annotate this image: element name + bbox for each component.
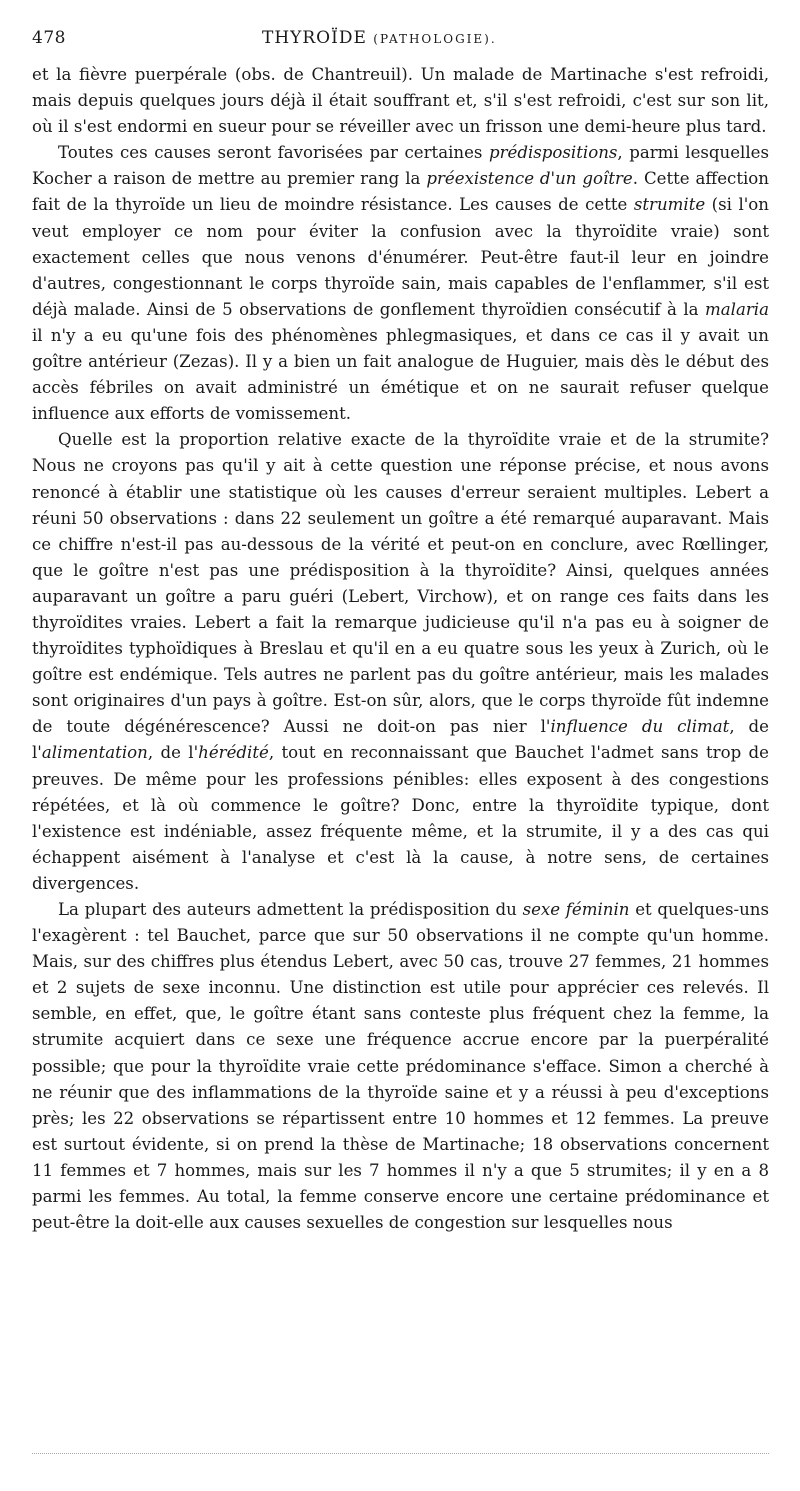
text-run: . Cette affection fait de la thyroïde un lieu de moindre résistance. Les causes de cette <box>32 169 769 215</box>
text-run: , parmi lesquelles Kocher a raison de mettre au premier rang la <box>32 143 769 189</box>
text-run: Quelle est la proportion relative exacte de la thyroïdite vraie et de la strumite? Nous ne croyons pas qu'il y ait à cette question une réponse précise, et nous avons renoncé à établir une statistique où les causes d'erreur seraient multiples. Lebert a réuni 50 observations : dans 22 seulement un goître a été remarqué auparavant. Mais ce chiffre n'est-il pas au-dessous de la vérité et peut-on en conclure, avec Rœllinger, que le goître n'est pas une prédisposition à la thyroïdite? Ainsi, quelques années auparavant un goître a paru guéri (Lebert, Virchow), et on range ces faits dans les thyroïdites vraies. Lebert a fait la remarque judicieuse qu'il n'a pas eu à soigner de thyroïdites typhoïdiques à Breslau et qu'il en a eu quatre sous les yeux à Zurich, où le goître est endémique. Tels autres ne parlent pas du goître antérieur, mais les malades sont originaires d'un pays à goître. Est-on sûr, alors, que le corps thyroïde fût indemne de toute dégénérescence? Aussi ne doit-on pas nier l' <box>32 430 769 737</box>
italic-text: influence du climat <box>550 717 730 737</box>
italic-text: alimentation <box>41 743 148 763</box>
text-run: (si l'on veut employer ce nom pour éviter la confusion avec la thyroïdite vraie) sont exactement celles que nous venons d'énumérer. Peut-être faut-il leur en joindre d'autres, congestionnant le corps thyroïde sain, mais capables de l'enflammer, s'il est déjà malade. Ainsi de 5 observations de gonflement thyroïdien consécutif à la <box>32 195 769 319</box>
running-head-subtitle: (PATHOLOGIE). <box>373 32 497 46</box>
italic-text: sexe féminin <box>522 900 630 919</box>
paragraph <box>32 140 769 427</box>
italic-text: strumite <box>633 195 706 215</box>
running-head <box>262 28 497 48</box>
italic-text: préexistence d'un goître <box>426 169 633 189</box>
footer-rule <box>32 1453 769 1454</box>
italic-text: malaria <box>705 299 769 319</box>
page-number: 478 <box>32 28 66 48</box>
text-run: il n'y a eu qu'une fois des phénomènes phlegmasiques, et dans ce cas il y avait un goître antérieur (Zezas). Il y a bien un fait analogue de Huguier, mais dès le début des accès fébriles on avait administré un émétique et on ne saurait refuser quelque influence aux efforts de vomissement. <box>32 325 769 424</box>
text-run: , de l' <box>32 717 769 763</box>
italic-text: prédispositions <box>488 143 618 163</box>
paragraph <box>32 427 769 897</box>
paragraph <box>32 897 769 1236</box>
text-run: et la fièvre puerpérale (obs. de Chantreuil). Un malade de Martinache s'est refroidi, mais depuis quelques jours déjà il était souffrant et, s'il s'est refroidi, c'est sur son lit, où il s'est endormi en sueur pour se réveiller avec un frisson une demi-heure plus tard. <box>32 65 769 137</box>
body-text <box>32 62 769 1236</box>
page-header <box>32 28 769 58</box>
text-run: , tout en reconnaissant que Bauchet l'admet sans trop de preuves. De même pour les professions pénibles: elles exposent à des congestions répétées, et là où commence le goître? Donc, entre la thyroïdite typique, dont l'existence est indéniable, assez fréquente même, et la strumite, il y a des cas qui échappent aisément à l'analyse et c'est là la cause, à notre sens, de certaines divergences. <box>32 743 770 893</box>
running-head-title: THYROÏDE <box>262 28 367 48</box>
text-run: La plupart des auteurs admettent la prédisposition du <box>58 900 523 919</box>
text-run: Toutes ces causes seront favorisées par certaines <box>58 143 489 163</box>
italic-text: hérédité <box>198 743 269 763</box>
text-run: , de l' <box>147 743 199 763</box>
book-page <box>32 28 769 1236</box>
paragraph <box>32 62 769 140</box>
text-run: et quelques-uns l'exagèrent : tel Bauchet, parce que sur 50 observations il ne compte qu'un homme. Mais, sur des chiffres plus étendus Lebert, avec 50 cas, trouve 27 femmes, 21 hommes et 2 sujets de sexe inconnu. Une distinction est utile pour apprécier ces relevés. Il semble, en effet, que, le goître étant sans conteste plus fréquent chez la femme, la strumite acquiert dans ce sexe une fréquence accrue encore par la puerpéralité possible; que pour la thyroïdite vraie cette prédominance s'efface. Simon a cherché à ne réunir que des inflammations de la thyroïde saine et y a réussi à peu d'exceptions près; les 22 observations se répartissent entre 10 hommes et 12 femmes. La preuve est surtout évidente, si on prend la thèse de Martinache; 18 observations concernent 11 femmes et 7 hommes, mais sur les 7 hommes il n'y a que 5 strumites; il y en a 8 parmi les femmes. Au total, la femme conserve encore une certaine prédominance et peut-être la doit-elle aux causes sexuelles de congestion sur lesquelles nous <box>32 900 769 1233</box>
